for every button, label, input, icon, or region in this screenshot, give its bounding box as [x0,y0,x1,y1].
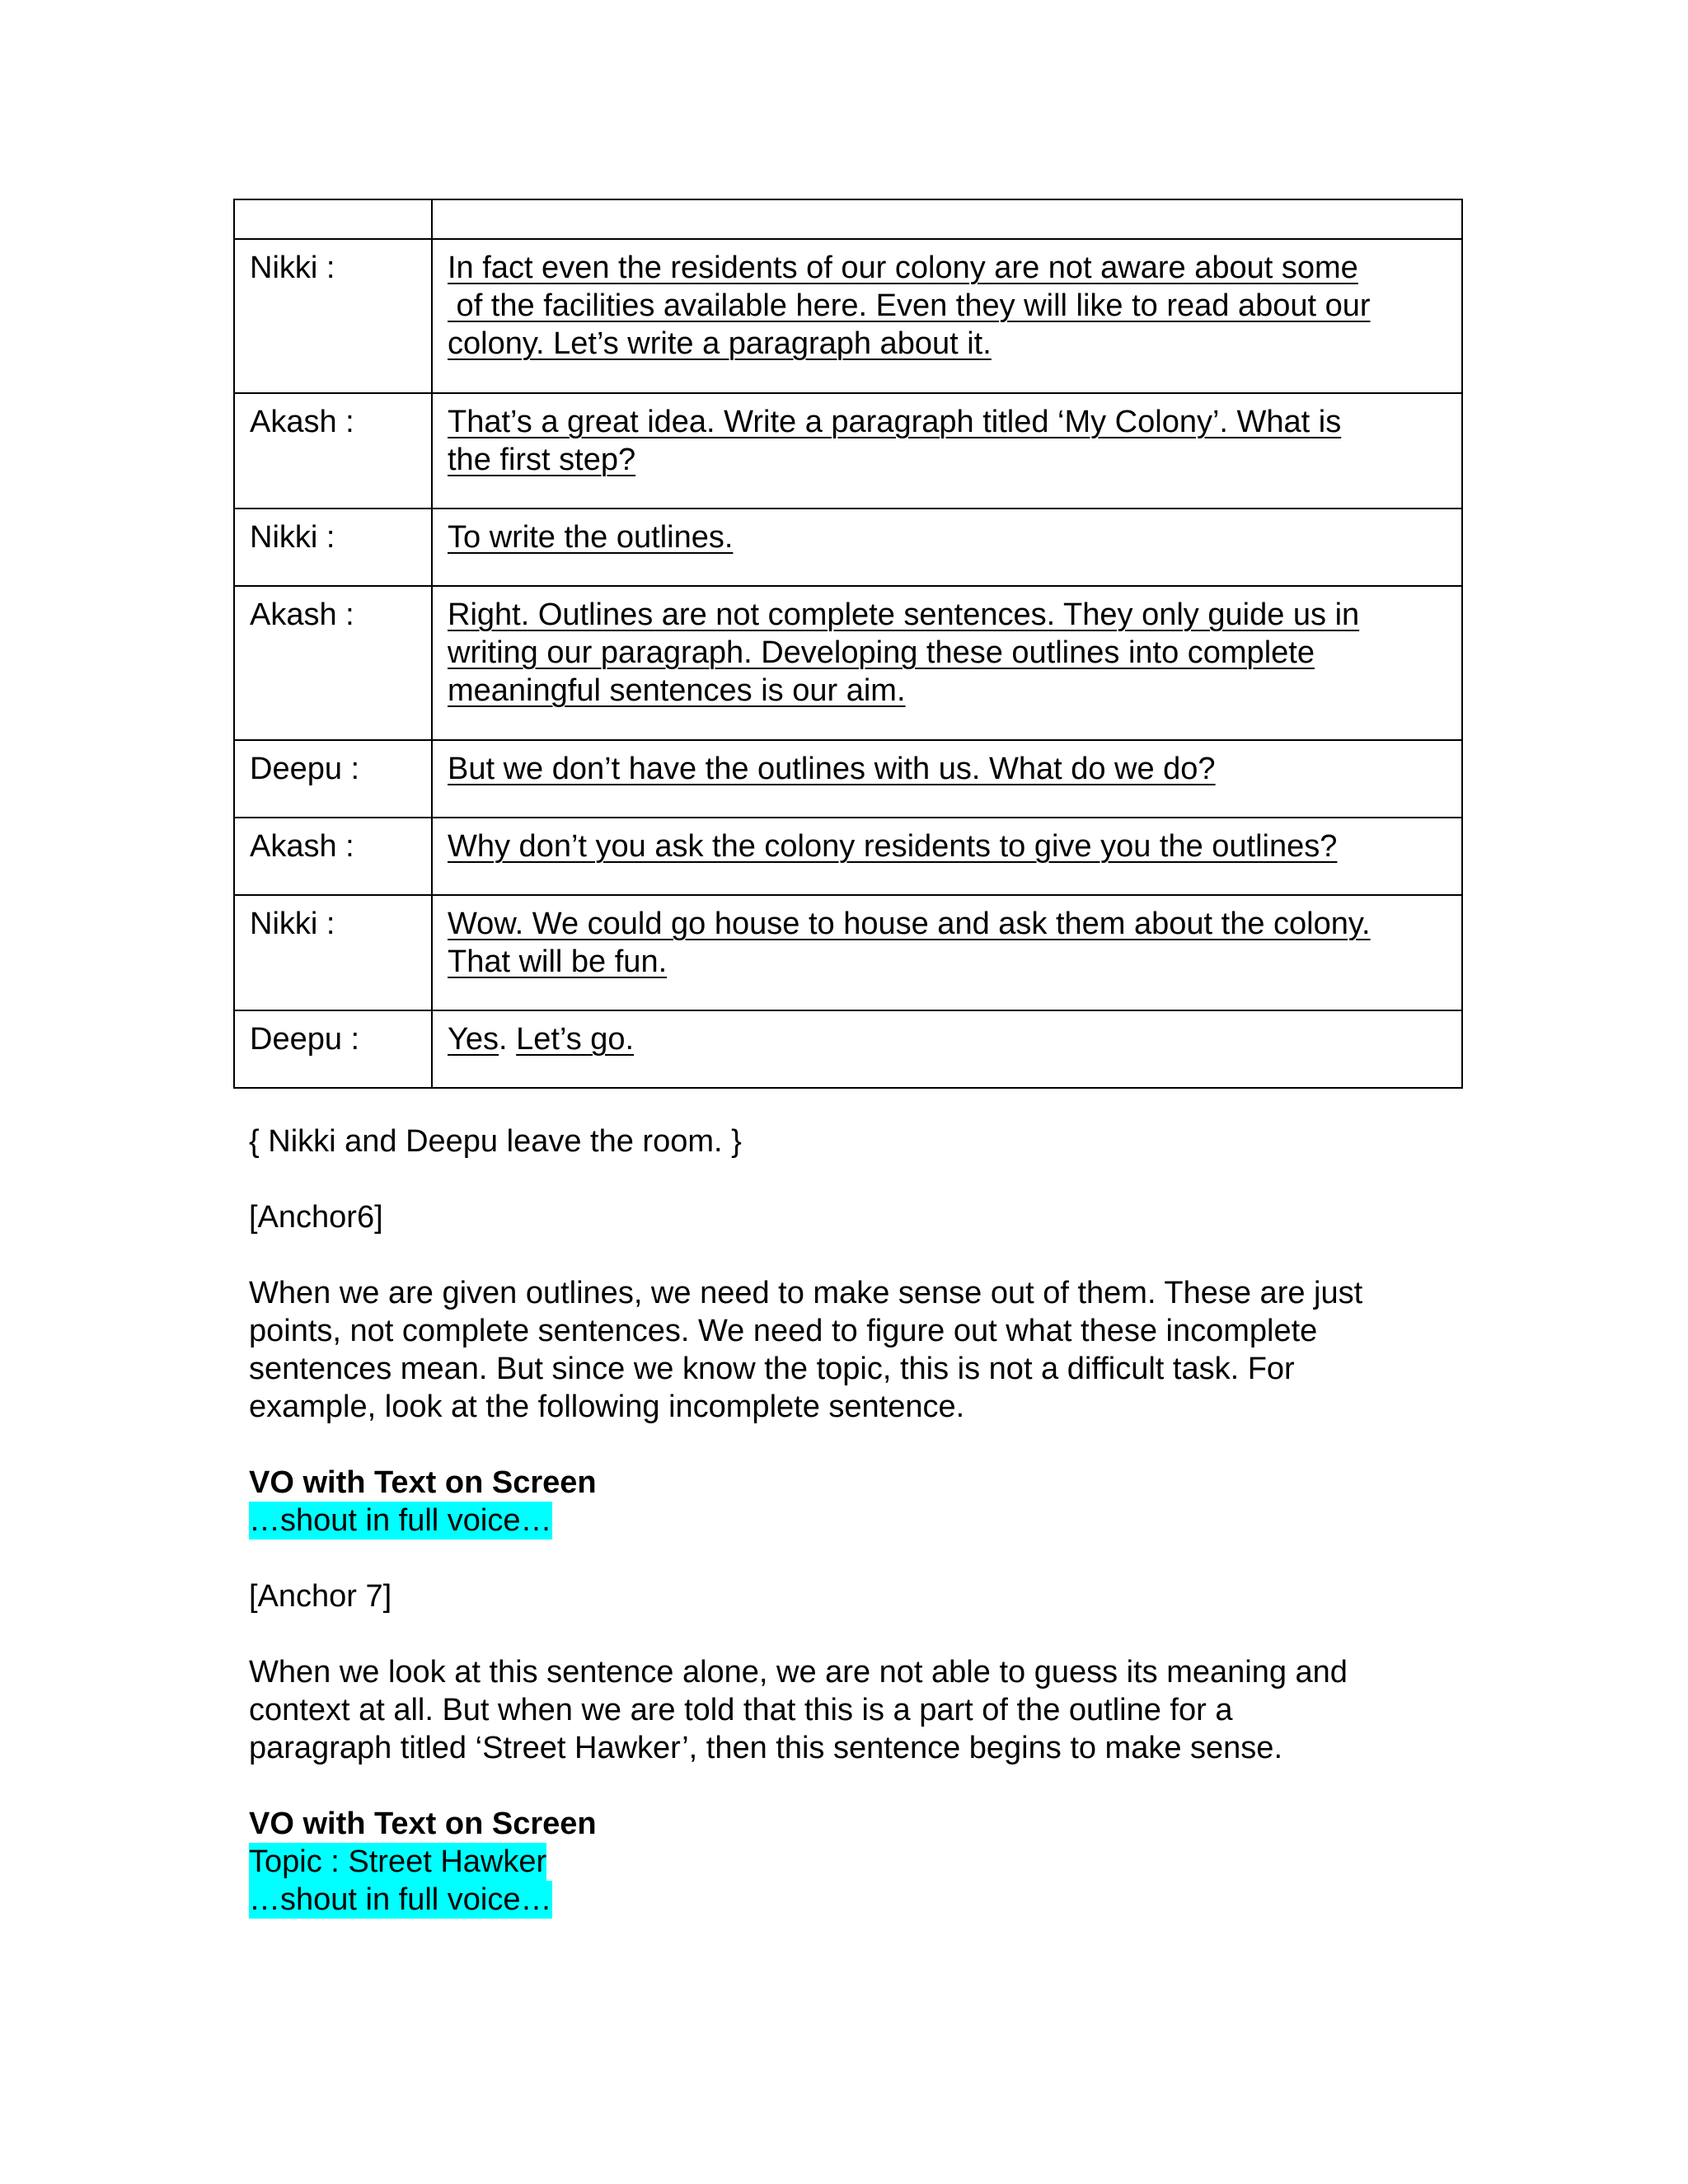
speaker-name: Akash : [234,586,432,740]
line-text: Yes [448,1022,499,1057]
table-header-row [234,199,1462,239]
line-text: But we don’t have the outlines with us. What do we do? [448,752,1216,786]
vo-heading: VO with Text on Screen [249,1807,597,1841]
line-text: . [499,1022,508,1057]
anchor-label: [Anchor 7] [249,1579,392,1614]
line-text: In fact even the residents of our colony are not aware about some [448,251,1358,285]
stage-direction: { Nikki and Deepu leave the room. } [249,1124,742,1159]
line-text: of the facilities available here. Even they will like to read about our [448,288,1371,323]
speaker-name: Nikki : [234,895,432,1010]
paragraph-line: When we are given outlines, we need to make sense out of them. These are just [249,1276,1363,1310]
table-row [234,1010,1462,1088]
line-text: the first step? [448,443,636,477]
dialogue-table [233,199,1463,1089]
line-text: Right. Outlines are not complete sentences. They only guide us in [448,598,1360,632]
table-row [234,818,1462,895]
highlighted-text: …shout in full voice… [249,1503,552,1538]
vo-heading: VO with Text on Screen [249,1465,597,1500]
speaker-name: Deepu : [234,740,432,818]
line-text: That will be fun. [448,944,668,979]
paragraph-line: paragraph titled ‘Street Hawker’, then this sentence begins to make sense. [249,1731,1282,1765]
dialogue-line [432,239,1462,393]
line-text: colony. Let’s write a paragraph about it. [448,326,992,361]
dialogue-line [432,586,1462,740]
table-row [234,740,1462,818]
paragraph [249,1274,1461,1426]
highlighted-text: …shout in full voice… [249,1882,552,1917]
empty-cell [234,199,432,239]
vo-section [249,1464,1461,1540]
speaker-name: Akash : [234,818,432,895]
speaker-name: Nikki : [234,509,432,586]
speaker-name: Nikki : [234,239,432,393]
dialogue-line [432,818,1462,895]
table-row [234,509,1462,586]
paragraph-line: context at all. But when we are told that this is a part of the outline for a [249,1693,1233,1727]
table-row [234,393,1462,509]
dialogue-line [432,393,1462,509]
dialogue-line [432,509,1462,586]
paragraph-line: example, look at the following incomplete sentence. [249,1390,965,1424]
dialogue-line [432,1010,1462,1088]
empty-cell [432,199,1462,239]
line-text [508,1022,517,1057]
line-text: meaningful sentences is our aim. [448,673,906,708]
anchor-label: [Anchor6] [249,1200,383,1235]
line-text: Let’s go. [516,1022,635,1057]
dialogue-line [432,895,1462,1010]
line-text: To write the outlines. [448,520,734,555]
vo-section [249,1805,1461,1919]
table-row [234,895,1462,1010]
table-row [234,239,1462,393]
speaker-name: Deepu : [234,1010,432,1088]
paragraph [249,1653,1461,1767]
highlighted-text: Topic : Street Hawker [249,1844,547,1879]
dialogue-line [432,740,1462,818]
table-row [234,586,1462,740]
line-text: That’s a great idea. Write a paragraph titled ‘My Colony’. What is [448,405,1342,439]
line-text: Why don’t you ask the colony residents to give you the outlines? [448,829,1338,864]
paragraph-line: points, not complete sentences. We need to figure out what these incomplete [249,1314,1318,1348]
line-text: Wow. We could go house to house and ask them about the colony. [448,907,1371,941]
speaker-name: Akash : [234,393,432,509]
paragraph-line: When we look at this sentence alone, we are not able to guess its meaning and [249,1655,1348,1690]
line-text: writing our paragraph. Developing these outlines into complete [448,635,1315,670]
paragraph-line: sentences mean. But since we know the topic, this is not a difficult task. For [249,1352,1295,1386]
